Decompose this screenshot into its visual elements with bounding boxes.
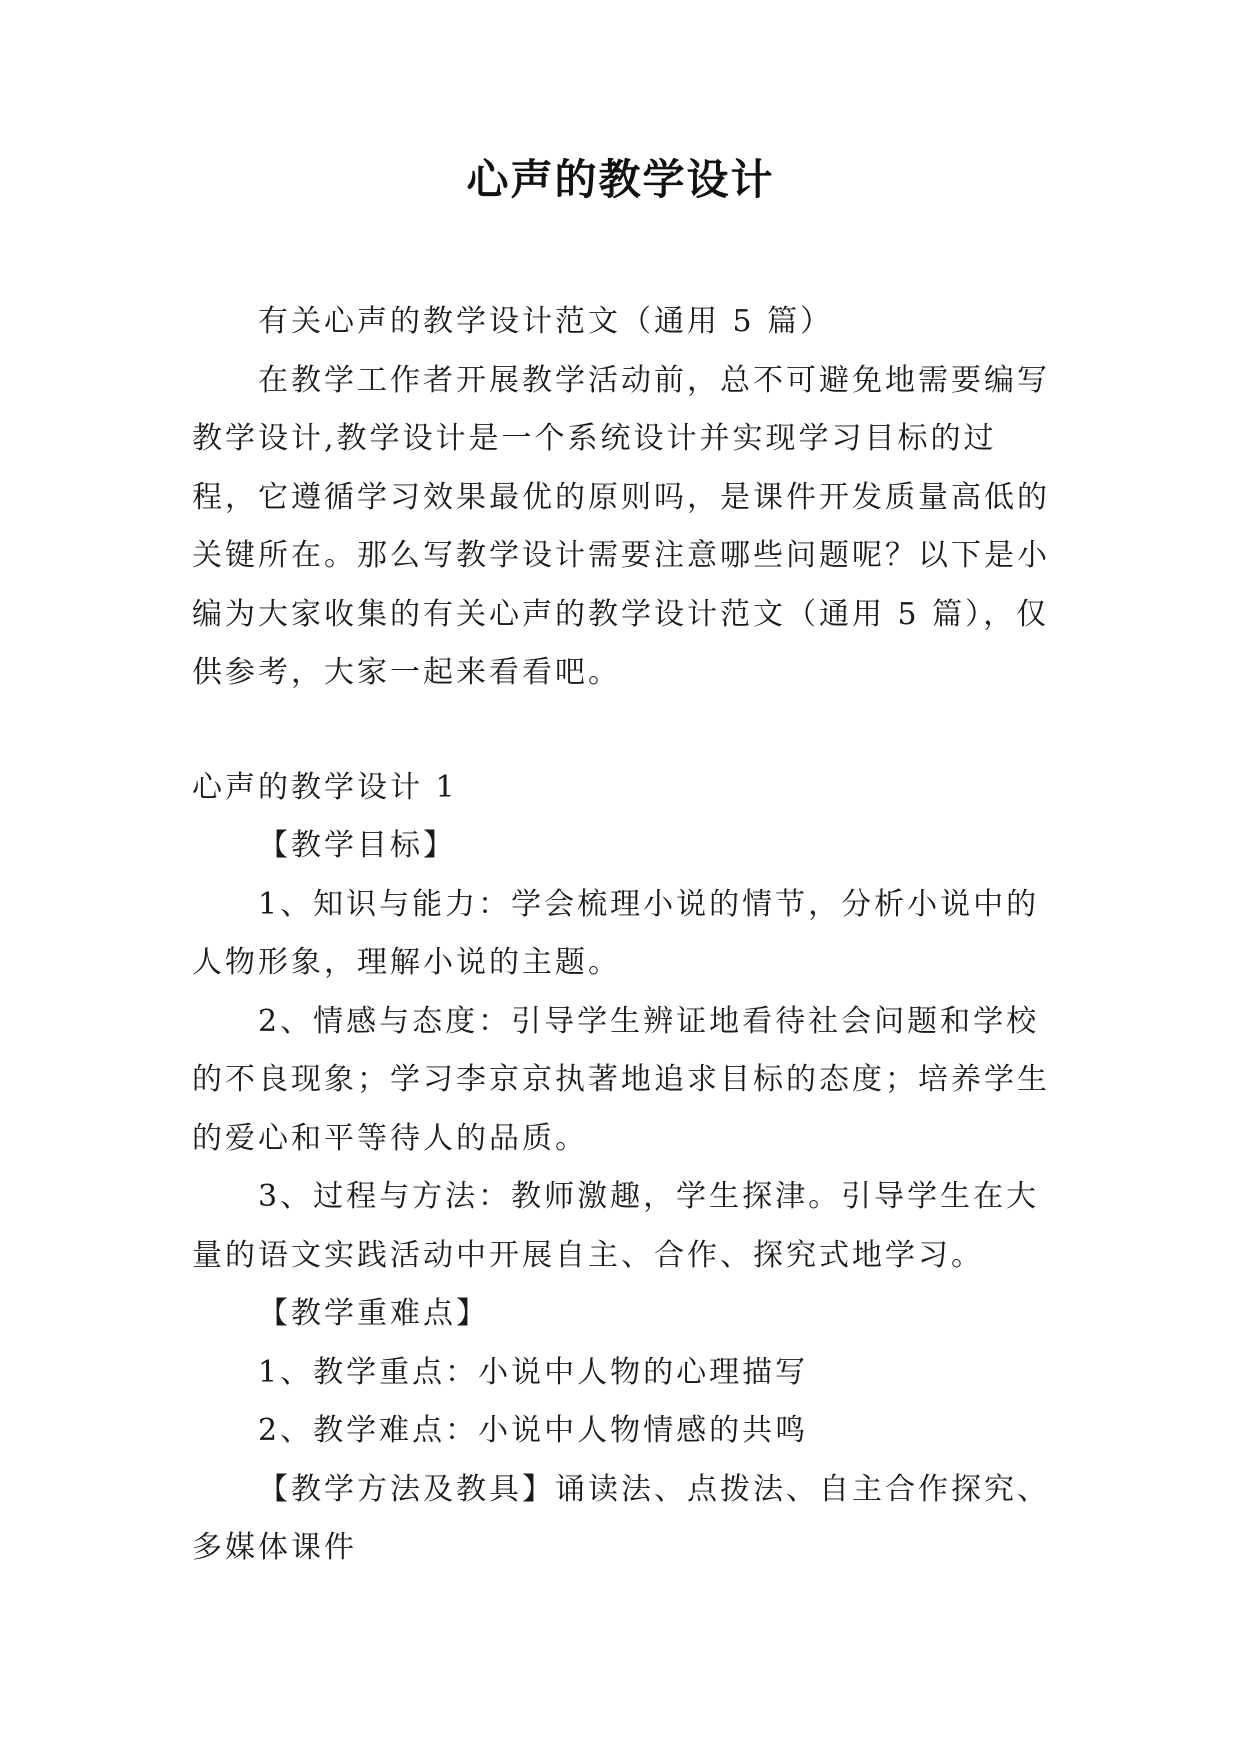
intro-heading: 有关心声的教学设计范文（通用 5 篇）: [258, 304, 834, 339]
goal-item-2: 2、情感与态度：引导学生辨证地看待社会问题和学校的不良现象；学习李京京执著地追求目标的态度；培养学生的爱心和平等待人的品质。: [192, 1003, 1050, 1156]
key-point-item-1: 1、教学重点：小说中人物的心理描写: [258, 1354, 809, 1390]
methods-paragraph: 【教学方法及教具】诵读法、点拨法、自主合作探究、多媒体课件: [192, 1471, 1050, 1565]
intro-paragraph: 在教学工作者开展教学活动前，总不可避免地需要编写教学设计,教学设计是一个系统设计并实现学习目标的过程，它遵循学习效果最优的原则吗，是课件开发质量高低的关键所在。那么写教学设计需要注意哪些问题呢？以下是小编为大家收集的有关心声的教学设计范文（通用 5 篇），仅供参考，大家一起来看看吧。: [192, 362, 1050, 690]
goal-item-1: 1、知识与能力：学会梳理小说的情节，分析小说中的人物形象，理解小说的主题。: [192, 886, 1040, 980]
section-heading: 心声的教学设计 1: [192, 769, 458, 805]
document-body: [192, 293, 1062, 1578]
spacer: [192, 703, 1062, 759]
key-point-item-2: 2、教学难点：小说中人物情感的共鸣: [258, 1413, 809, 1448]
document-title: 心声的教学设计: [466, 155, 775, 204]
teaching-goals-heading: 【教学目标】: [258, 828, 456, 863]
key-points-heading: 【教学重难点】: [258, 1296, 489, 1331]
goal-item-3: 3、过程与方法：教师激趣，学生探津。引导学生在大量的语文实践活动中开展自主、合作、探究式地学习。: [192, 1179, 1040, 1273]
